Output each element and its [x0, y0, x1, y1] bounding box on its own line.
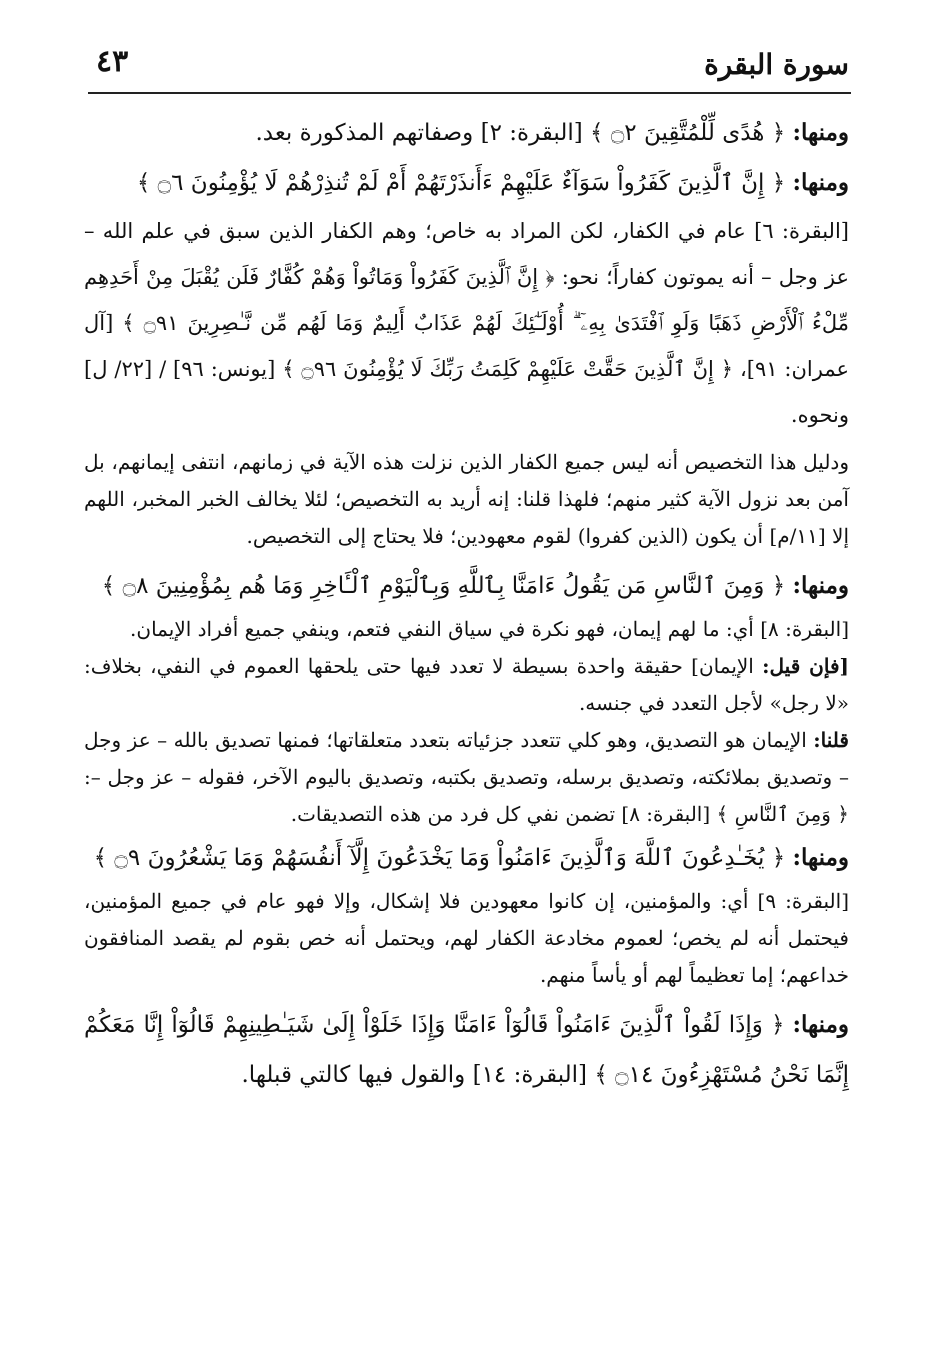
paragraph-text: عام في الكفار، لكن المراد به خاص؛ وهم الكفار الذين سبق في علم الله – عز وجل – أنه يموتون كفاراً؛ نحو: ﴿ إِنَّ ٱلَّذِينَ كَفَرُواْ وَمَاتُواْ وَهُمْ كُفَّارٌ فَلَن يُقْبَلَ مِنْ أَحَدِهِم مِّلْءُ ٱلْأَرْضِ ذَهَبًا وَلَوِ ٱفْتَدَىٰ بِهِۦٓ ۗ أُوْلَـٰٓئِكَ لَهُمْ عَذَابٌ أَلِيمٌ وَمَا لَهُم مِّن نَّـٰصِرِينَ ۝٩١ ﴾ [آل عمران: ٩١]، ﴿ إِنَّ ٱلَّذِينَ حَقَّتْ عَلَيْهِمْ كَلِمَتُ رَبِّكَ لَا يُؤْمِنُونَ ۝٩٦ ﴾ [يونس: ٩٦] / [٢٢/ ل] ونحوه. — [84, 219, 850, 427]
quran-verse: ﴿ يُخَـٰدِعُونَ ٱللَّهَ وَٱلَّذِينَ ءَامَنُواْ وَمَا يَخْدَعُونَ إِلَّآ أَنفُسَهُمْ وَمَا يَشْعُرُونَ ۝٩ ﴾ — [93, 845, 786, 871]
verse-reference: [البقرة: ٨] — [760, 617, 849, 641]
paragraph-9 — [84, 833, 849, 883]
paragraph-text: أي: ما لهم إيمان، فهو نكرة في سياق النفي فتعم، وينفي جميع أفراد الإيمان. — [130, 617, 754, 641]
paragraph-text: ودليل هذا التخصيص أنه ليس جميع الكفار الذين نزلت هذه الآية في زمانهم، انتفى إيمانهم، بل آمن بعد نزول الآية كثير منهم؛ فلهذا قلنا: إنه أريد به التخصيص؛ لئلا يخالف الخبر المخبر، اللهم إلا [١١/م] أن يكون (الذين كفروا) لقوم معهودين؛ فلا يحتاج إلى التخصيص. — [84, 450, 849, 548]
verse-reference: [البقرة: ٦] — [754, 219, 849, 243]
paragraph-4 — [84, 444, 849, 555]
paragraph-label: ومنها: — [792, 119, 849, 146]
quran-verse: ﴿ هُدًى لِّلْمُتَّقِينَ ۝٢ ﴾ — [590, 120, 786, 146]
paragraph-text: الإيمان هو التصديق، وهو كلي تتعدد جزئياته بتعدد متعلقاتها؛ فمنها تصديق بالله – عز وجل – وتصديق بملائكته، وتصديق برسله، وتصديق بكتبه، وتصديق باليوم الآخر، فقوله – عز وجل –: ﴿ وَمِنَ ٱلنَّاسِ ﴾ [البقرة: ٨] تضمن نفي كل فرد من هذه التصديقات. — [84, 728, 849, 826]
verse-reference: [البقرة: ١٤] — [472, 1062, 588, 1088]
paragraph-1 — [84, 108, 849, 158]
quran-verse: ﴿ إِنَّ ٱلَّذِينَ كَفَرُواْ سَوَآءٌ عَلَيْهِمْ ءَأَنذَرْتَهُمْ أَمْ لَمْ تُنذِرْهُمْ لَا يُؤْمِنُونَ ۝٦ ﴾ — [136, 170, 786, 196]
paragraph-text: أي: والمؤمنين، إن كانوا معهودين فلا إشكال، وإلا فهو عام في جميع المؤمنين، فيحتمل أنه لم يخص؛ لعموم مخادعة الكفار لهم، ويحتمل أنه خص بقوم لم يقصد المنافقون خداعهم؛ إما تعظيماً لهم أو يأساً منهم. — [84, 889, 849, 987]
paragraph-7 — [84, 648, 849, 722]
quran-verse: ﴿ وَمِنَ ٱلنَّاسِ مَن يَقُولُ ءَامَنَّا بِٱللَّهِ وَبِٱلْيَوْمِ ٱلْـَٔاخِرِ وَمَا هُم بِمُؤْمِنِينَ ۝٨ ﴾ — [101, 573, 786, 599]
paragraph-3 — [84, 208, 849, 438]
page-header — [90, 38, 849, 90]
paragraph-label: ومنها: — [792, 572, 849, 599]
paragraph-2 — [84, 158, 849, 208]
header-divider — [88, 92, 851, 94]
paragraph-label: [فإن قيل: — [762, 654, 849, 678]
paragraph-label: ومنها: — [792, 844, 849, 871]
verse-reference: [البقرة: ٢] — [480, 120, 583, 146]
paragraph-6 — [84, 611, 849, 648]
page-body — [84, 108, 849, 1100]
paragraph-label: قلنا: — [813, 728, 849, 752]
surah-title: سورة البقرة — [704, 48, 849, 81]
paragraph-text: والقول فيها كالتي قبلها. — [241, 1062, 466, 1088]
paragraph-text: وصفاتهم المذكورة بعد. — [255, 120, 474, 146]
paragraph-label: ومنها: — [792, 169, 849, 196]
page-number: ٤٣ — [96, 44, 129, 79]
paragraph-10 — [84, 883, 849, 994]
verse-reference: [البقرة: ٩] — [757, 889, 850, 913]
quran-verse: ﴿ وَإِذَا لَقُواْ ٱلَّذِينَ ءَامَنُواْ قَالُوٓاْ ءَامَنَّا وَإِذَا خَلَوْاْ إِلَىٰ شَيَـٰطِينِهِمْ قَالُوٓاْ إِنَّا مَعَكُمْ إِنَّمَا نَحْنُ مُسْتَهْزِءُونَ ۝١٤ ﴾ — [84, 1012, 849, 1088]
paragraph-8 — [84, 722, 849, 833]
paragraph-11 — [84, 1000, 849, 1100]
paragraph-label: ومنها: — [792, 1011, 849, 1038]
paragraph-text: الإيمان] حقيقة واحدة بسيطة لا تعدد فيها حتى يلحقها العموم في النفي، بخلاف: «لا رجل» لأجل التعدد في جنسه. — [84, 654, 849, 715]
paragraph-5 — [84, 561, 849, 611]
